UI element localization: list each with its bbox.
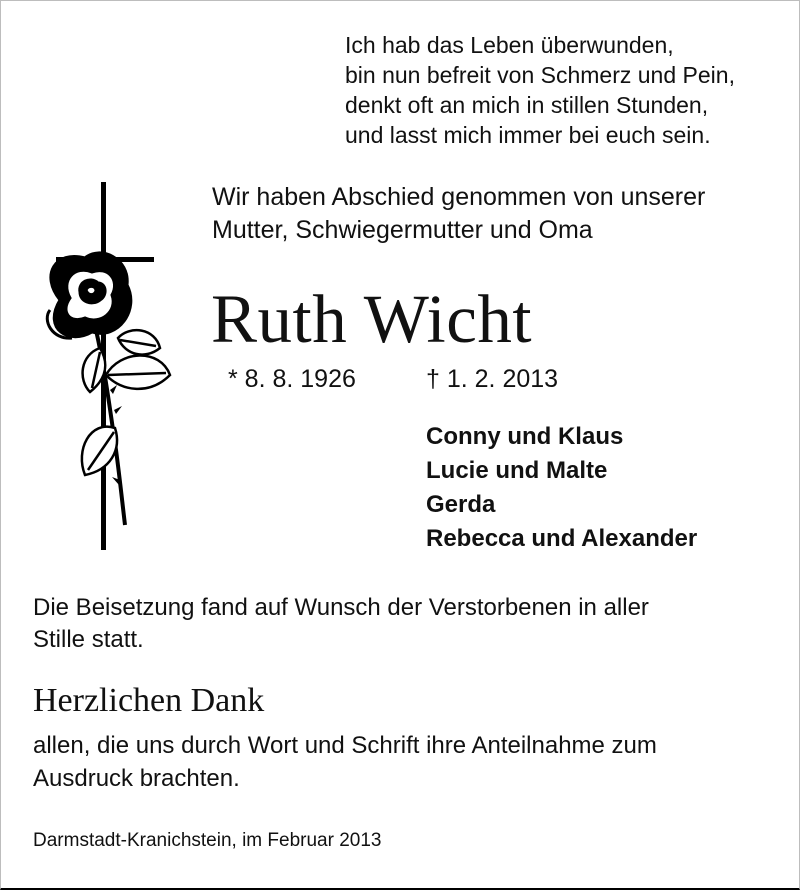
- intro-text: [212, 181, 705, 247]
- burial-note: [33, 592, 773, 656]
- death-date: † 1. 2. 2013: [426, 365, 559, 393]
- thanks-line: allen, die uns durch Wort und Schrift ihre Anteilnahme zum: [33, 732, 657, 759]
- intro-line: Wir haben Abschied genommen von unserer: [212, 183, 706, 211]
- intro-line: Mutter, Schwiegermutter und Oma: [212, 216, 593, 244]
- thanks-line: Ausdruck brachten.: [33, 765, 240, 792]
- family-member: Rebecca und Alexander: [426, 525, 698, 552]
- thanks-heading: Herzlichen Dank: [33, 682, 265, 719]
- poem-line: Ich hab das Leben überwunden,: [345, 32, 674, 58]
- rose-leaves: [82, 330, 170, 475]
- poem-line: bin nun befreit von Schmerz und Pein,: [345, 62, 735, 88]
- cross-with-rose-icon: [30, 180, 180, 555]
- family-member: Gerda: [426, 491, 496, 518]
- birth-date: * 8. 8. 1926: [228, 365, 356, 393]
- thanks-text: [33, 729, 657, 795]
- deceased-name: Ruth Wicht: [211, 281, 533, 357]
- poem-line: denkt oft an mich in stillen Stunden,: [345, 92, 709, 118]
- burial-line: Stille statt.: [33, 626, 144, 653]
- family-list: [426, 420, 697, 556]
- burial-line: Die Beisetzung fand auf Wunsch der Verstorbenen in aller: [33, 594, 649, 621]
- poem-line: und lasst mich immer bei euch sein.: [345, 122, 711, 148]
- poem: [345, 30, 735, 150]
- family-member: Conny und Klaus: [426, 423, 624, 450]
- place-and-date: Darmstadt-Kranichstein, im Februar 2013: [33, 830, 382, 851]
- rose-bloom: [47, 253, 131, 338]
- family-member: Lucie und Malte: [426, 457, 608, 484]
